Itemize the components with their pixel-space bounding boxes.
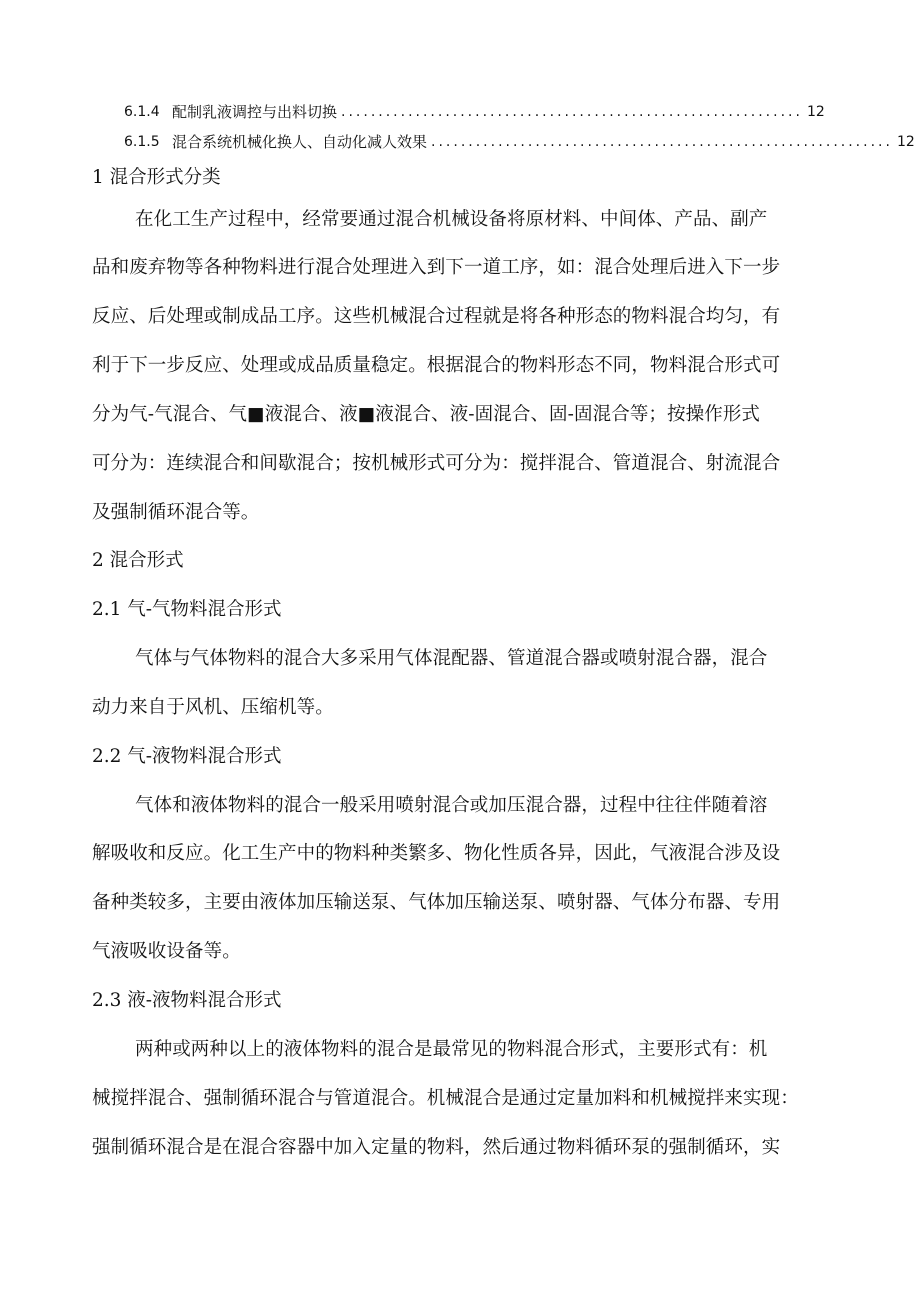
toc-entry-6-1-4[interactable] xyxy=(124,100,825,124)
section-heading-2-1: 2.1 气-气物料混合形式 xyxy=(92,599,282,620)
toc-number: 6.1.4 xyxy=(124,104,160,120)
paragraph-line: 解吸收和反应。化工生产中的物料种类繁多、物化性质各异，因此，气液混合涉及设 xyxy=(92,843,781,864)
section-heading-2-2: 2.2 气-液物料混合形式 xyxy=(92,746,282,767)
toc-number: 6.1.5 xyxy=(124,134,160,150)
paragraph-line: 气体和液体物料的混合一般采用喷射混合或加压混合器，过程中往往伴随着溶 xyxy=(135,795,768,816)
paragraph-line: 分为气-气混合、气■液混合、液■液混合、液-固混合、固-固混合等；按操作形式 xyxy=(92,404,761,425)
toc-page-number: 12 xyxy=(806,104,825,120)
section-heading-1: 1 混合形式分类 xyxy=(92,167,221,188)
paragraph-line: 及强制循环混合等。 xyxy=(92,502,260,523)
paragraph-line: 反应、后处理或制成品工序。这些机械混合过程就是将各种形态的物料混合均匀，有 xyxy=(92,306,781,327)
paragraph-line: 气体与气体物料的混合大多采用气体混配器、管道混合器或喷射混合器，混合 xyxy=(135,648,768,669)
paragraph-line: 气液吸收设备等。 xyxy=(92,941,241,962)
paragraph-line: 动力来自于风机、压缩机等。 xyxy=(92,697,334,718)
paragraph-line: 可分为：连续混合和间歇混合；按机械形式可分为：搅拌混合、管道混合、射流混合 xyxy=(92,453,781,474)
paragraph-line: 品和废弃物等各种物料进行混合处理进入到下一道工序，如：混合处理后进入下一步 xyxy=(92,257,781,278)
toc-title: 混合系统机械化换人、自动化减人效果 xyxy=(172,133,428,151)
paragraph-line: 械搅拌混合、强制循环混合与管道混合。机械混合是通过定量加料和机械搅拌来实现： xyxy=(92,1088,799,1109)
toc-title: 配制乳液调控与出料切换 xyxy=(172,103,338,121)
toc-page-number: 12 xyxy=(896,134,915,150)
paragraph-line: 备种类较多，主要由液体加压输送泵、气体加压输送泵、喷射器、气体分布器、专用 xyxy=(92,892,781,913)
section-heading-2: 2 混合形式 xyxy=(92,550,184,571)
section-heading-2-3: 2.3 液-液物料混合形式 xyxy=(92,990,282,1011)
paragraph-line: 两种或两种以上的液体物料的混合是最常见的物料混合形式，主要形式有：机 xyxy=(135,1039,768,1060)
toc-entry-6-1-5[interactable] xyxy=(124,130,915,154)
toc-leader-dots: .............................................................. xyxy=(431,134,893,150)
toc-leader-dots: .............................................................. xyxy=(341,104,803,120)
paragraph-line: 强制循环混合是在混合容器中加入定量的物料，然后通过物料循环泵的强制循环，实 xyxy=(92,1137,781,1158)
paragraph-line: 在化工生产过程中，经常要通过混合机械设备将原材料、中间体、产品、副产 xyxy=(135,209,768,230)
paragraph-line: 利于下一步反应、处理或成品质量稳定。根据混合的物料形态不同，物料混合形式可 xyxy=(92,355,781,376)
